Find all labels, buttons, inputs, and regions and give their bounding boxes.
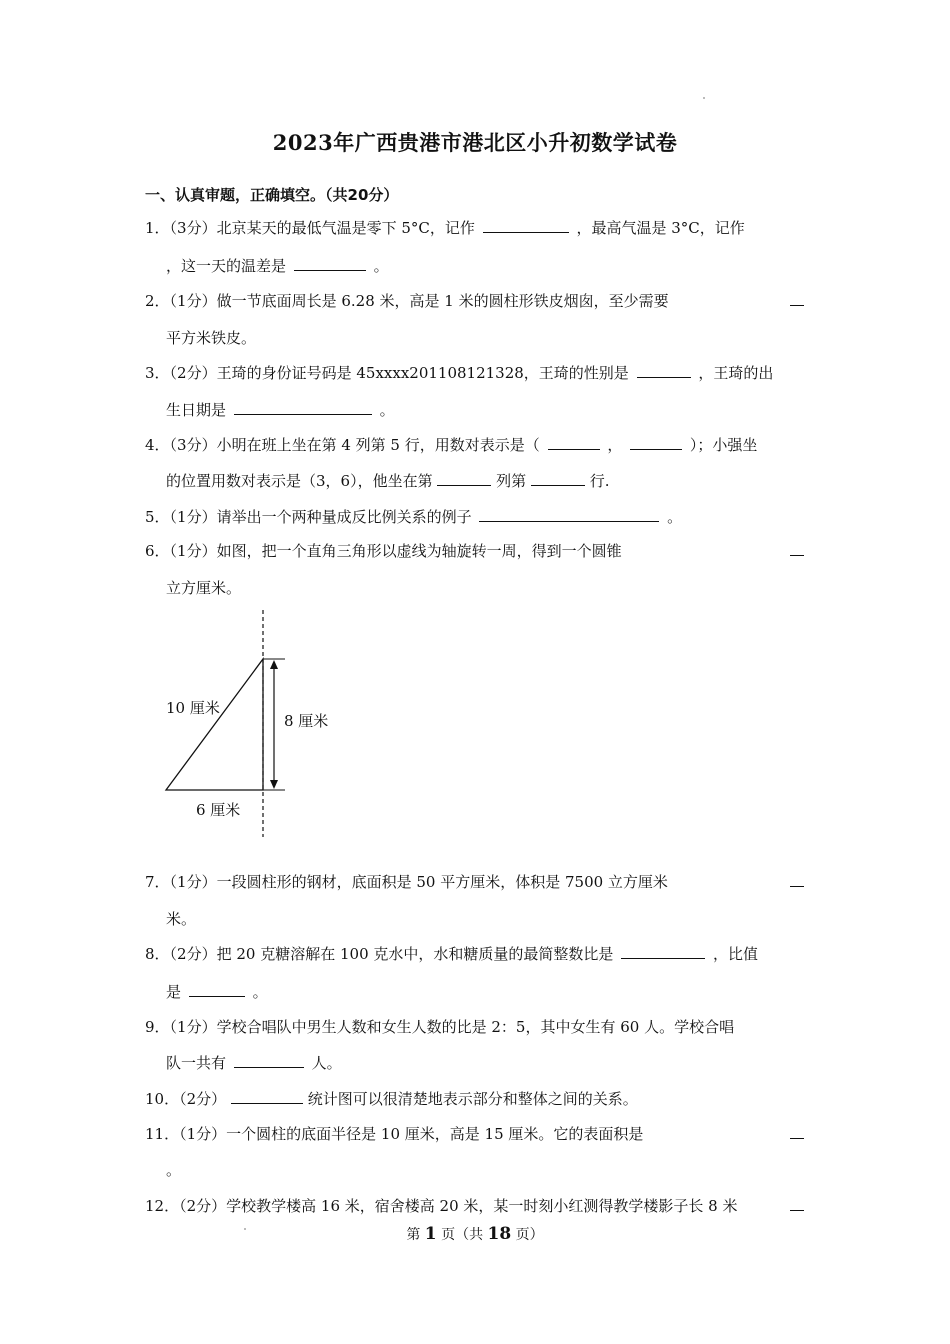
answer-blank[interactable] (437, 471, 491, 486)
hypotenuse-label: 10 厘米 (166, 699, 220, 717)
page-footer: 第 1 页（共 18 页） (406, 1224, 544, 1244)
current-page-number: 1 (424, 1224, 437, 1244)
answer-blank[interactable] (637, 363, 691, 378)
question-2-line-2: 平方米铁皮。 (166, 329, 257, 347)
question-12-line-1: 12．（2分）学校教学楼高 16 米，宿舍楼高 20 米，某一时刻小红测得教学楼影子长 8 米 (145, 1196, 807, 1216)
question-1-line-1: 1．（3分）北京某天的最低气温是零下 5°C，记作 ，最高气温是 3°C，记作 (145, 219, 745, 237)
question-7-line-2: 米。 (166, 910, 197, 928)
answer-blank[interactable] (234, 1053, 304, 1068)
answer-blank[interactable] (790, 291, 804, 306)
question-10-line-1: 10．（2分） 统计图可以很清楚地表示部分和整体之间的关系。 (145, 1090, 638, 1108)
question-1-line-2: ，这一天的温差是 。 (166, 257, 389, 275)
page-title: 2023年广西贵港市港北区小升初数学试卷 (272, 130, 678, 155)
answer-blank[interactable] (790, 1124, 804, 1139)
triangle-shape (166, 659, 263, 790)
answer-blank[interactable] (790, 872, 804, 887)
base-label: 6 厘米 (196, 801, 241, 819)
question-2-line-1: 2．（1分）做一节底面周长是 6.28 米，高是 1 米的圆柱形铁皮烟囱，至少需要 (145, 291, 807, 311)
question-11-line-1: 11．（1分）一个圆柱的底面半径是 10 厘米，高是 15 厘米。它的表面积是 (145, 1124, 807, 1144)
question-4-line-2: 的位置用数对表示是（3，6），他坐在第 列第 行. (166, 472, 610, 490)
section-heading: 一、认真审题，正确填空。（共20分） (145, 186, 399, 204)
question-8-line-1: 8．（2分）把 20 克糖溶解在 100 克水中，水和糖质量的最简整数比是 ，比值 (145, 945, 758, 963)
answer-blank[interactable] (630, 435, 682, 450)
answer-blank[interactable] (790, 541, 804, 556)
answer-blank[interactable] (621, 944, 705, 959)
height-label: 8 厘米 (284, 712, 329, 730)
scan-speck (703, 97, 705, 99)
question-11-line-2: 。 (166, 1161, 182, 1179)
answer-blank[interactable] (531, 471, 585, 486)
answer-blank[interactable] (548, 435, 600, 450)
answer-blank[interactable] (483, 218, 569, 233)
arrow-down-icon (270, 780, 278, 789)
right-triangle-figure (150, 605, 370, 840)
question-8-line-2: 是 。 (166, 983, 268, 1001)
question-5-line-1: 5．（1分）请举出一个两种量成反比例关系的例子 。 (145, 508, 683, 526)
question-9-line-1: 9．（1分）学校合唱队中男生人数和女生人数的比是 2：5，其中女生有 60 人。学校合唱 (145, 1018, 735, 1036)
question-6-line-2: 立方厘米。 (166, 579, 242, 597)
answer-blank[interactable] (479, 507, 659, 522)
answer-blank[interactable] (231, 1089, 303, 1104)
answer-blank[interactable] (790, 1196, 804, 1211)
question-9-line-2: 队一共有 人。 (166, 1054, 342, 1072)
question-7-line-1: 7．（1分）一段圆柱形的钢材，底面积是 50 平方厘米，体积是 7500 立方厘米 (145, 872, 807, 892)
question-3-line-2: 生日期是 。 (166, 401, 395, 419)
answer-blank[interactable] (189, 982, 245, 997)
question-6-line-1: 6．（1分）如图，把一个直角三角形以虚线为轴旋转一周，得到一个圆锥 (145, 541, 807, 561)
question-3-line-1: 3．（2分）王琦的身份证号码是 45xxxx201108121328，王琦的性别是 ，王琦的出 (145, 364, 774, 382)
arrow-up-icon (270, 660, 278, 669)
answer-blank[interactable] (294, 256, 366, 271)
question-4-line-1: 4．（3分）小明在班上坐在第 4 列第 5 行，用数对表示是（ ， ）；小强坐 (145, 436, 758, 454)
answer-blank[interactable] (234, 400, 372, 415)
total-page-count: 18 (487, 1224, 512, 1244)
